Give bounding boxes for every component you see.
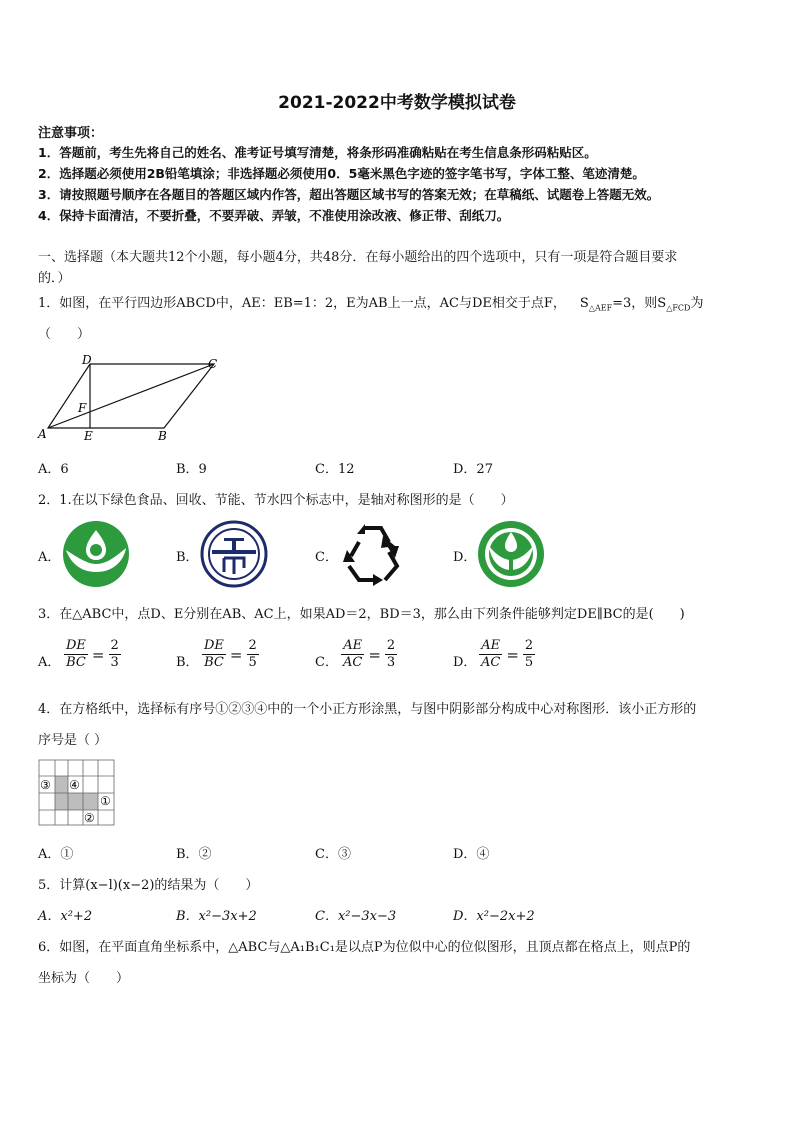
question-1-text: 1．如图，在平行四边形ABCD中，AE：EB=1：2，E为AB上一点，AC与DE相交于点F， $S_{\triangle AEF}=3$，则$S_{\triangle FCD}$为 — [38, 296, 704, 313]
section-heading: 一、选择题（本大题共12个小题，每小题4分，共48分．在每小题给出的四个选项中，只有一项是符合题目要求 — [38, 250, 678, 265]
q4-option-c[interactable]: C．③ — [315, 847, 351, 862]
question-2-text: 2．1.在以下绿色食品、回收、节能、节水四个标志中，是轴对称图形的是（ ） — [38, 493, 514, 508]
q5-option-a[interactable]: A．x²+2 — [38, 909, 93, 924]
question-4-text-cont: 序号是（ ） — [38, 733, 108, 748]
green-food-logo-icon[interactable] — [62, 520, 130, 588]
label-D: D — [82, 353, 92, 367]
q5-option-b[interactable]: B．x²−3x+2 — [176, 909, 257, 924]
grid-label-1: ① — [100, 794, 111, 808]
grid-label-4: ④ — [69, 778, 80, 792]
q3-option-c-formula[interactable]: $\frac{AE}{AC}$ = $\frac{2}{3}$ — [343, 638, 396, 670]
question-6-text: 6．如图，在平面直角坐标系中，△ABC与△A₁B₁C₁是以点P为位似中心的位似图形，且顶点都在格点上，则点P的 — [38, 940, 691, 955]
q2-option-c-label[interactable]: C． — [315, 550, 338, 565]
q1-option-b[interactable]: B．9 — [176, 462, 207, 477]
question-4-text: 4．在方格纸中，选择标有序号①②③④中的一个小正方形涂黑，与图中阴影部分构成中心对称图形．该小正方形的 — [38, 702, 697, 717]
q4-option-b[interactable]: B．② — [176, 847, 212, 862]
q3-option-b-label[interactable]: B． — [176, 655, 199, 670]
q3-option-a-label[interactable]: A． — [38, 655, 61, 670]
q3-option-d-label[interactable]: D． — [453, 655, 477, 670]
question-5-text: 5．计算(x−l)(x−2)的结果为（ ） — [38, 878, 259, 893]
notice-item: 4．保持卡面清洁，不要折叠，不要弄破、弄皱，不准使用涂改液、修正带、刮纸刀。 — [38, 208, 510, 223]
q1-option-a[interactable]: A．6 — [38, 462, 69, 477]
q1-option-d[interactable]: D．27 — [453, 462, 493, 477]
q2-option-d-label[interactable]: D． — [453, 550, 477, 565]
q3-option-b-formula[interactable]: $\frac{DE}{BC}$ = $\frac{2}{5}$ — [204, 638, 257, 670]
grid-label-3: ③ — [40, 778, 51, 792]
notice-item: 2．选择题必须使用2B铅笔填涂；非选择题必须使用0．5毫米黑色字迹的签字笔书写，字体工整、笔迹清楚。 — [38, 166, 645, 181]
q5-option-d[interactable]: D．x²−2x+2 — [453, 909, 535, 924]
question-6-text-cont: 坐标为（ ） — [38, 971, 130, 986]
label-C: C — [208, 357, 218, 371]
q5-option-c[interactable]: C．x²−3x−3 — [315, 909, 397, 924]
label-A: A — [38, 427, 47, 441]
recycle-sign-icon[interactable] — [200, 520, 268, 588]
q4-option-d[interactable]: D．④ — [453, 847, 490, 862]
q3-option-d-formula[interactable]: $\frac{AE}{AC}$ = $\frac{2}{5}$ — [481, 638, 534, 670]
grid-label-2: ② — [84, 811, 95, 825]
q3-option-c-label[interactable]: C． — [315, 655, 338, 670]
q4-option-a[interactable]: A．① — [38, 847, 74, 862]
parallelogram-figure — [36, 352, 226, 447]
question-3-text: 3．在△ABC中，点D、E分别在AB、AC上，如果AD＝2，BD＝3，那么由下列条件能够判定DE∥BC的是( ) — [38, 607, 685, 622]
section-heading-cont: 的．） — [38, 271, 71, 286]
notice-item: 3．请按照题号顺序在各题目的答题区域内作答，超出答题区域书写的答案无效；在草稿纸、试题卷上答题无效。 — [38, 187, 660, 202]
label-E: E — [84, 429, 93, 443]
water-saving-logo-icon[interactable] — [477, 520, 545, 588]
label-B: B — [158, 429, 167, 443]
q2-option-b-label[interactable]: B． — [176, 550, 199, 565]
q3-option-a-formula[interactable]: $\frac{DE}{BC}$ = $\frac{2}{3}$ — [66, 638, 119, 670]
label-F: F — [78, 401, 87, 415]
notice-item: 1．答题前，考生先将自己的姓名、准考证号填写清楚，将条形码准确粘贴在考生信息条形码粘贴区。 — [38, 145, 597, 160]
q2-option-a-label[interactable]: A． — [38, 550, 61, 565]
grid-figure — [38, 759, 116, 827]
notice-heading: 注意事项： — [38, 126, 104, 141]
q1-option-c[interactable]: C．12 — [315, 462, 355, 477]
page-title: 2021-2022中考数学模拟试卷 — [278, 93, 516, 113]
question-1-paren: （ ） — [38, 327, 91, 342]
energy-saving-arrows-icon[interactable] — [339, 520, 407, 586]
